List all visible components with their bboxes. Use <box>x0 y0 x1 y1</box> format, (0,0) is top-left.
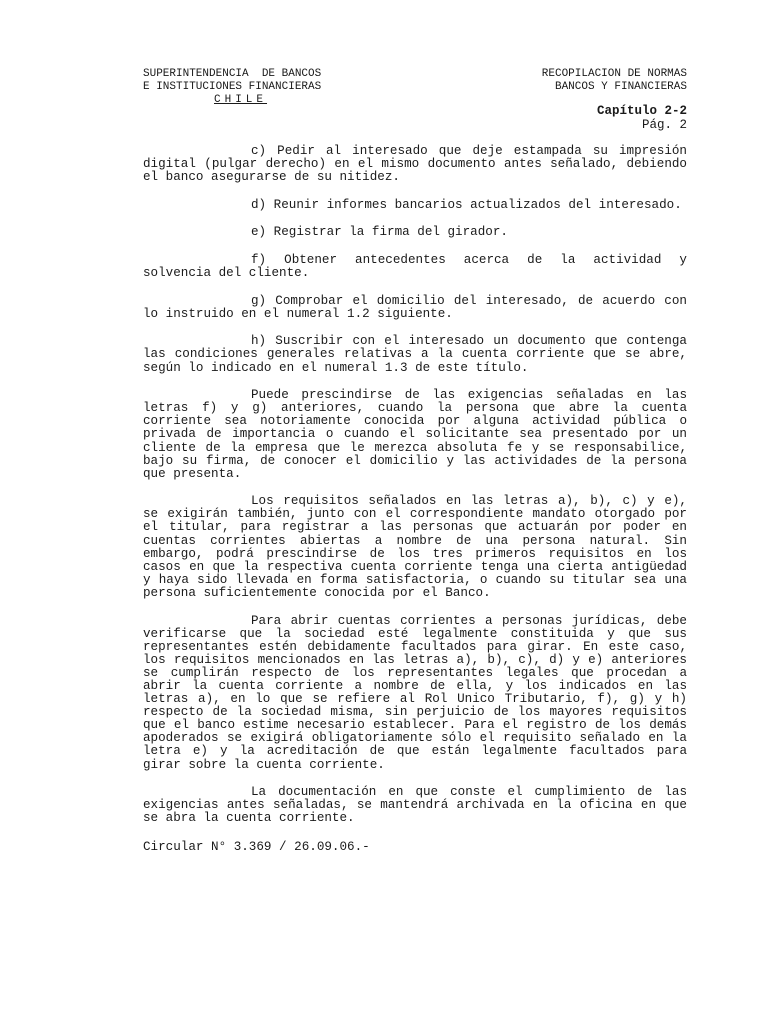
issuer-line-2: E INSTITUCIONES FINANCIERAS <box>143 81 322 93</box>
paragraph-exemptions: Puede prescindirse de las exigencias señaladas en las letras f) y g) anteriores, cuando la persona que abre la cuenta corriente sea notoriamente conocida por alguna actividad pública o privada de importancia o cuando el solicitante sea presentado por un cliente de la empresa que le merezca absoluta fe y se responsabilice, bajo su firma, de conocer el domicilio y las actividades de la persona que presenta. <box>143 388 687 481</box>
paragraph-proxy-requirements: Los requisitos señalados en las letras a), b), c) y e), se exigirán también, junto con el correspondiente mandato otorgado por el titular, para registrar a las personas que actuarán por poder en cuentas corrientes abiertas a nombre de una persona natural. Sin embargo, podrá prescindirse de los tres primeros requisitos en los casos en que la respectiva cuenta corriente tenga una cierta antigüedad y haya sido llevada en forma satisfactoria, o cuando su titular sea una persona suficientemente conocida por el Banco. <box>143 494 687 600</box>
paragraph-d: d) Reunir informes bancarios actualizados del interesado. <box>251 197 682 212</box>
paragraph-c: c) Pedir al interesado que deje estampada su impresión digital (pulgar derecho) en el mismo documento antes señalado, debiendo el banco asegurarse de su nitidez. <box>143 144 687 185</box>
paragraph-documentation: La documentación en que conste el cumplimiento de las exigencias antes señaladas, se mantendrá archivada en la oficina en que se abra la cuenta corriente. <box>143 785 687 826</box>
compilation-line-1: RECOPILACION DE NORMAS <box>541 68 687 80</box>
compilation-line-2: BANCOS Y FINANCIERAS <box>554 81 687 93</box>
chapter-title: Capítulo 2-2 <box>596 104 687 118</box>
issuer-country: CHILE <box>214 94 268 106</box>
circular-reference: Circular N° 3.369 / 26.09.06.- <box>143 839 370 854</box>
document-page <box>143 68 687 854</box>
chapter-block <box>597 104 687 132</box>
paragraph-f: f) Obtener antecedentes acerca de la actividad y solvencia del cliente. <box>143 252 687 281</box>
issuer-block <box>143 68 321 107</box>
paragraph-legal-entities: Para abrir cuentas corrientes a personas jurídicas, debe verificarse que la sociedad esté legalmente constituida y que sus representantes estén debidamente facultados para girar. En este caso, los requisitos mencionados en las letras a), b), c), d) y e) anteriores se cumplirán respecto de los representantes legales que procedan a abrir la cuenta corriente a nombre de ella, y los indicados en las letras a), en lo que se refiere al Rol Unico Tributario, f), g) y h) respecto de la sociedad misma, sin perjuicio de los mayores requisitos que el banco estime necesario establecer. Para el registro de los demás apoderados se exigirá obligatoriamente sólo el requisito señalado en la letra e) y la acreditación de que están legalmente facultados para girar sobre la cuenta corriente. <box>143 613 687 772</box>
page-header <box>143 68 687 108</box>
paragraph-h: h) Suscribir con el interesado un documento que contenga las condiciones generales relativas a la cuenta corriente que se abre, según lo indicado en el numeral 1.3 de este título. <box>143 334 687 375</box>
issuer-line-1: SUPERINTENDENCIA DE BANCOS <box>143 68 322 80</box>
paragraph-e: e) Registrar la firma del girador. <box>251 225 508 240</box>
page-number: Pág. 2 <box>641 118 687 132</box>
compilation-block <box>542 68 687 94</box>
paragraph-g: g) Comprobar el domicilio del interesado, de acuerdo con lo instruido en el numeral 1.2 siguiente. <box>143 293 687 321</box>
document-body <box>143 145 687 854</box>
